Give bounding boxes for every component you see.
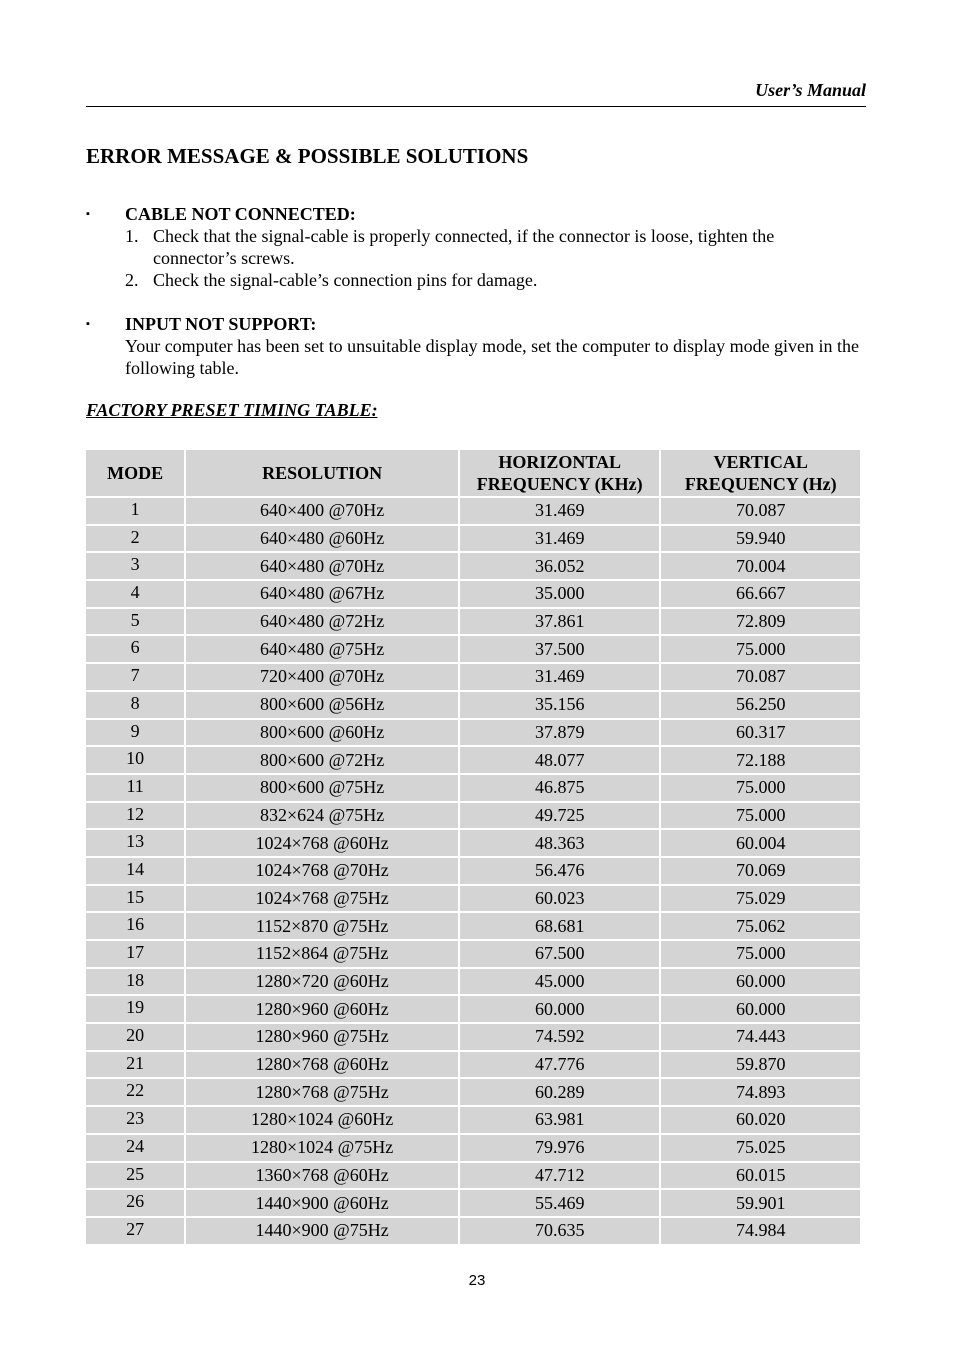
mode-cell: 6	[86, 636, 184, 662]
vertical-frequency-cell: 60.317	[661, 720, 860, 746]
mode-cell: 1	[86, 498, 184, 524]
header-line: FREQUENCY (KHz)	[476, 474, 643, 494]
horizontal-frequency-cell: 46.875	[460, 775, 660, 801]
table-row	[86, 858, 860, 884]
table-row	[86, 1024, 860, 1050]
mode-cell: 5	[86, 609, 184, 635]
table-row	[86, 886, 860, 912]
vertical-frequency-cell: 74.443	[661, 1024, 860, 1050]
horizontal-frequency-cell: 55.469	[460, 1190, 660, 1216]
resolution-cell: 1152×864 @75Hz	[186, 941, 458, 967]
vertical-frequency-cell: 70.069	[661, 858, 860, 884]
resolution-cell: 1280×1024 @75Hz	[186, 1135, 458, 1161]
resolution-cell: 1280×720 @60Hz	[186, 969, 458, 995]
mode-cell: 7	[86, 664, 184, 690]
mode-cell: 26	[86, 1190, 184, 1216]
resolution-cell: 1360×768 @60Hz	[186, 1163, 458, 1189]
horizontal-frequency-cell: 37.879	[460, 720, 660, 746]
mode-cell: 2	[86, 526, 184, 552]
table-row	[86, 1107, 860, 1133]
table-row	[86, 1218, 860, 1244]
resolution-cell: 800×600 @56Hz	[186, 692, 458, 718]
resolution-cell: 1280×1024 @60Hz	[186, 1107, 458, 1133]
resolution-cell: 1280×960 @75Hz	[186, 1024, 458, 1050]
timing-table	[84, 448, 862, 1246]
table-body	[86, 498, 860, 1244]
header-line: HORIZONTAL	[498, 452, 622, 472]
mode-cell: 11	[86, 775, 184, 801]
horizontal-frequency-cell: 70.635	[460, 1218, 660, 1244]
resolution-cell: 1024×768 @70Hz	[186, 858, 458, 884]
resolution-cell: 640×480 @75Hz	[186, 636, 458, 662]
vertical-frequency-cell: 60.000	[661, 996, 860, 1022]
table-row	[86, 969, 860, 995]
resolution-cell: 1024×768 @60Hz	[186, 830, 458, 856]
table-header-row	[86, 450, 860, 496]
mode-cell: 10	[86, 747, 184, 773]
vertical-frequency-cell: 60.000	[661, 969, 860, 995]
mode-cell: 4	[86, 581, 184, 607]
table-row	[86, 581, 860, 607]
horizontal-frequency-cell: 45.000	[460, 969, 660, 995]
horizontal-frequency-cell: 74.592	[460, 1024, 660, 1050]
vertical-frequency-cell: 70.087	[661, 664, 860, 690]
mode-cell: 12	[86, 803, 184, 829]
mode-cell: 25	[86, 1163, 184, 1189]
mode-cell: 20	[86, 1024, 184, 1050]
mode-cell: 15	[86, 886, 184, 912]
header-line: VERTICAL	[713, 452, 808, 472]
table-row	[86, 636, 860, 662]
resolution-cell: 640×480 @72Hz	[186, 609, 458, 635]
mode-cell: 8	[86, 692, 184, 718]
mode-cell: 22	[86, 1079, 184, 1105]
table-row	[86, 664, 860, 690]
bullet-icon: ▪	[86, 318, 90, 330]
table-row	[86, 775, 860, 801]
vertical-frequency-cell: 75.025	[661, 1135, 860, 1161]
table-row	[86, 553, 860, 579]
mode-cell: 17	[86, 941, 184, 967]
horizontal-frequency-cell: 60.000	[460, 996, 660, 1022]
table-row	[86, 1079, 860, 1105]
horizontal-frequency-cell: 56.476	[460, 858, 660, 884]
vertical-frequency-cell: 75.062	[661, 913, 860, 939]
resolution-cell: 1024×768 @75Hz	[186, 886, 458, 912]
horizontal-frequency-cell: 37.861	[460, 609, 660, 635]
horizontal-frequency-cell: 37.500	[460, 636, 660, 662]
resolution-cell: 720×400 @70Hz	[186, 664, 458, 690]
resolution-cell: 640×480 @67Hz	[186, 581, 458, 607]
horizontal-frequency-cell: 48.363	[460, 830, 660, 856]
vertical-frequency-cell: 75.000	[661, 803, 860, 829]
vertical-frequency-cell: 60.015	[661, 1163, 860, 1189]
vertical-frequency-cell: 60.004	[661, 830, 860, 856]
item-text: Check the signal-cable’s connection pins for damage.	[153, 270, 538, 290]
table-row	[86, 830, 860, 856]
table-row	[86, 1052, 860, 1078]
table-row	[86, 609, 860, 635]
vertical-frequency-cell: 59.870	[661, 1052, 860, 1078]
table-row	[86, 1190, 860, 1216]
column-header-horizontal	[460, 450, 660, 496]
vertical-frequency-cell: 72.809	[661, 609, 860, 635]
vertical-frequency-cell: 74.984	[661, 1218, 860, 1244]
horizontal-frequency-cell: 60.023	[460, 886, 660, 912]
vertical-frequency-cell: 56.250	[661, 692, 860, 718]
table-row	[86, 692, 860, 718]
mode-cell: 21	[86, 1052, 184, 1078]
vertical-frequency-cell: 75.000	[661, 636, 860, 662]
header-line: FREQUENCY (Hz)	[684, 474, 837, 494]
mode-cell: 16	[86, 913, 184, 939]
input-not-support-section	[86, 313, 866, 383]
resolution-cell: 1280×960 @60Hz	[186, 996, 458, 1022]
mode-cell: 19	[86, 996, 184, 1022]
horizontal-frequency-cell: 47.712	[460, 1163, 660, 1189]
mode-cell: 9	[86, 720, 184, 746]
horizontal-frequency-cell: 35.000	[460, 581, 660, 607]
table-row	[86, 526, 860, 552]
table-row	[86, 747, 860, 773]
mode-cell: 18	[86, 969, 184, 995]
horizontal-frequency-cell: 67.500	[460, 941, 660, 967]
column-header-vertical	[661, 450, 860, 496]
mode-cell: 24	[86, 1135, 184, 1161]
resolution-cell: 800×600 @75Hz	[186, 775, 458, 801]
horizontal-frequency-cell: 63.981	[460, 1107, 660, 1133]
item-number: 2.	[125, 270, 139, 290]
table-row	[86, 913, 860, 939]
vertical-frequency-cell: 59.940	[661, 526, 860, 552]
resolution-cell: 1280×768 @60Hz	[186, 1052, 458, 1078]
resolution-cell: 640×400 @70Hz	[186, 498, 458, 524]
mode-cell: 23	[86, 1107, 184, 1133]
bullet-icon: ▪	[86, 208, 90, 220]
table-row	[86, 803, 860, 829]
resolution-cell: 1440×900 @60Hz	[186, 1190, 458, 1216]
horizontal-frequency-cell: 31.469	[460, 664, 660, 690]
resolution-cell: 800×600 @60Hz	[186, 720, 458, 746]
horizontal-frequency-cell: 31.469	[460, 498, 660, 524]
horizontal-frequency-cell: 31.469	[460, 526, 660, 552]
table-title: FACTORY PRESET TIMING TABLE:	[86, 400, 378, 420]
vertical-frequency-cell: 66.667	[661, 581, 860, 607]
table-row	[86, 996, 860, 1022]
mode-cell: 3	[86, 553, 184, 579]
section-heading: INPUT NOT SUPPORT:	[125, 314, 317, 334]
resolution-cell: 1280×768 @75Hz	[186, 1079, 458, 1105]
table-row	[86, 1163, 860, 1189]
resolution-cell: 832×624 @75Hz	[186, 803, 458, 829]
vertical-frequency-cell: 72.188	[661, 747, 860, 773]
cable-not-connected-section	[86, 203, 866, 293]
table-row	[86, 941, 860, 967]
resolution-cell: 800×600 @72Hz	[186, 747, 458, 773]
section-text: Your computer has been set to unsuitable display mode, set the computer to display mode given in the following table.	[125, 336, 860, 378]
vertical-frequency-cell: 60.020	[661, 1107, 860, 1133]
horizontal-frequency-cell: 79.976	[460, 1135, 660, 1161]
table-row	[86, 1135, 860, 1161]
page-title: ERROR MESSAGE & POSSIBLE SOLUTIONS	[86, 144, 529, 168]
vertical-frequency-cell: 74.893	[661, 1079, 860, 1105]
table-row	[86, 498, 860, 524]
horizontal-frequency-cell: 60.289	[460, 1079, 660, 1105]
column-header-mode: MODE	[86, 450, 184, 496]
vertical-frequency-cell: 70.087	[661, 498, 860, 524]
horizontal-frequency-cell: 35.156	[460, 692, 660, 718]
item-number: 1.	[125, 226, 139, 246]
running-header: User’s Manual	[86, 80, 866, 107]
item-text: Check that the signal-cable is properly connected, if the connector is loose, tighten the connector’s screws.	[153, 226, 775, 268]
vertical-frequency-cell: 75.000	[661, 941, 860, 967]
column-header-resolution: RESOLUTION	[186, 450, 458, 496]
table-row	[86, 720, 860, 746]
horizontal-frequency-cell: 48.077	[460, 747, 660, 773]
resolution-cell: 1440×900 @75Hz	[186, 1218, 458, 1244]
mode-cell: 27	[86, 1218, 184, 1244]
horizontal-frequency-cell: 47.776	[460, 1052, 660, 1078]
vertical-frequency-cell: 70.004	[661, 553, 860, 579]
vertical-frequency-cell: 75.000	[661, 775, 860, 801]
section-heading: CABLE NOT CONNECTED:	[125, 204, 356, 224]
horizontal-frequency-cell: 36.052	[460, 553, 660, 579]
vertical-frequency-cell: 75.029	[661, 886, 860, 912]
page-number: 23	[468, 1272, 486, 1289]
horizontal-frequency-cell: 68.681	[460, 913, 660, 939]
mode-cell: 13	[86, 830, 184, 856]
mode-cell: 14	[86, 858, 184, 884]
horizontal-frequency-cell: 49.725	[460, 803, 660, 829]
resolution-cell: 1152×870 @75Hz	[186, 913, 458, 939]
resolution-cell: 640×480 @60Hz	[186, 526, 458, 552]
resolution-cell: 640×480 @70Hz	[186, 553, 458, 579]
vertical-frequency-cell: 59.901	[661, 1190, 860, 1216]
